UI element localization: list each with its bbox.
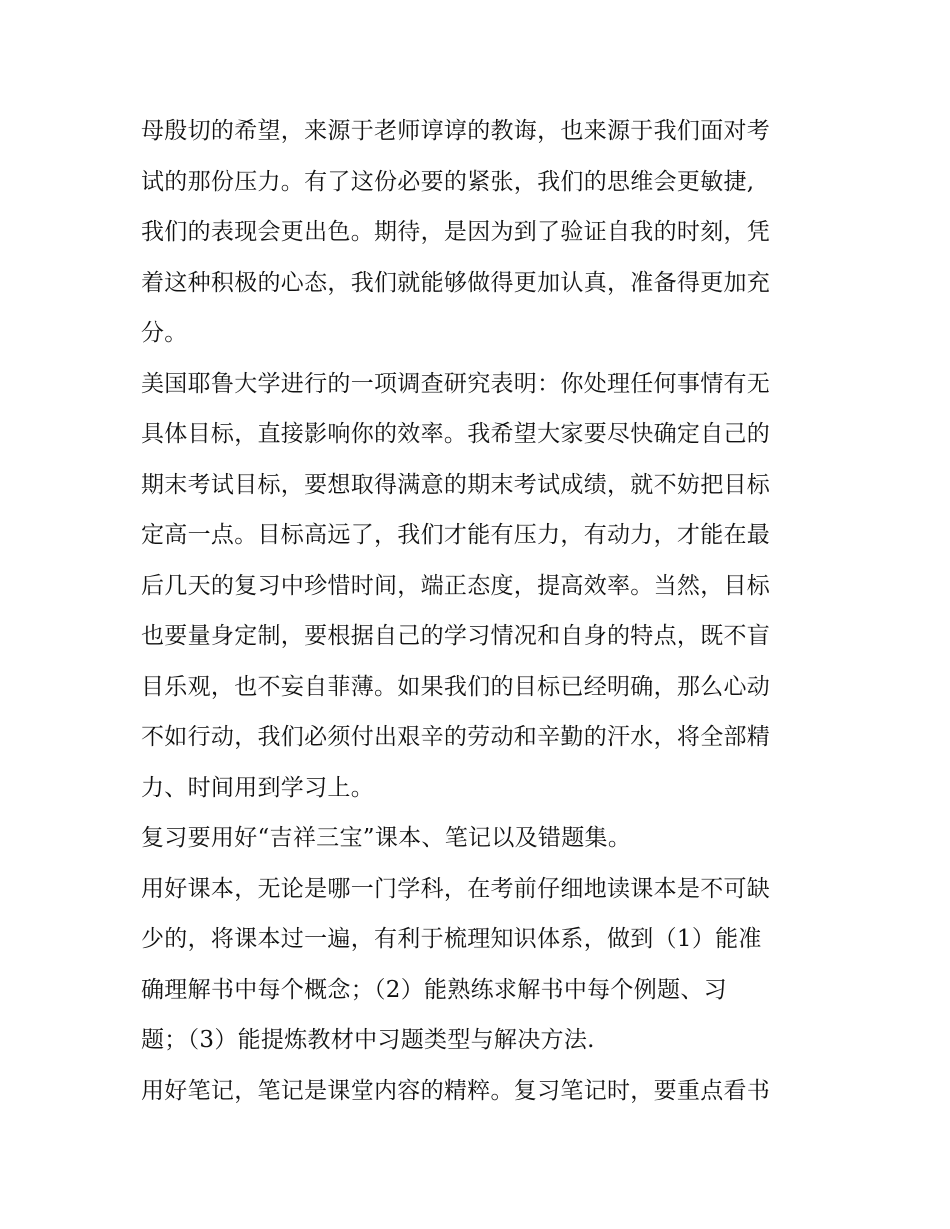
- text-line: 用好课本，无论是哪一门学科，在考前仔细地读课本是不可缺: [141, 875, 771, 902]
- text-line: 我们的表现会更出色。期待，是因为到了验证自我的时刻，凭: [141, 219, 771, 245]
- text-line: 定高一点。目标高远了，我们才能有压力，有动力，才能在最: [141, 522, 771, 548]
- text-line: 试的那份压力。有了这份必要的紧张，我们的思维会更敏捷,: [141, 168, 755, 195]
- text-line: 期末考试目标，要想取得满意的期末考试成绩，就不妨把目标: [141, 471, 771, 498]
- text-line: 确理解书中每个概念；（2）能熟练求解书中每个例题、习: [141, 976, 727, 1003]
- text-line: 题；（3）能提炼教材中习题类型与解决方法.: [141, 1027, 595, 1053]
- text-line: 少的，将课本过一遍，有利于梳理知识体系，做到（1）能准: [141, 926, 762, 952]
- text-line: 分。: [141, 320, 188, 346]
- text-line: 用好笔记，笔记是课堂内容的精粹。复习笔记时，要重点看书: [141, 1077, 771, 1104]
- text-line: 目乐观，也不妄自菲薄。如果我们的目标已经明确，那么心动: [141, 673, 771, 700]
- text-line: 母殷切的希望，来源于老师谆谆的教诲，也来源于我们面对考: [141, 118, 771, 144]
- document-body: [141, 106, 821, 1116]
- text-line: 力、时间用到学习上。: [141, 774, 374, 801]
- text-line: 不如行动，我们必须付出艰辛的劳动和辛勤的汗水，将全部精: [141, 724, 771, 750]
- text-line: 美国耶鲁大学进行的一项调查研究表明：你处理任何事情有无: [141, 370, 771, 397]
- text-line: 后几天的复习中珍惜时间，端正态度，提高效率。当然，目标: [141, 572, 771, 599]
- text-line: 复习要用好“吉祥三宝”课本、笔记以及错题集。: [141, 825, 632, 851]
- text-line: 着这种积极的心态，我们就能够做得更加认真，准备得更加充: [141, 269, 771, 296]
- text-line: 也要量身定制，要根据自己的学习情况和自身的特点，既不盲: [141, 623, 771, 649]
- text-line: 具体目标，直接影响你的效率。我希望大家要尽快确定自己的: [141, 421, 771, 447]
